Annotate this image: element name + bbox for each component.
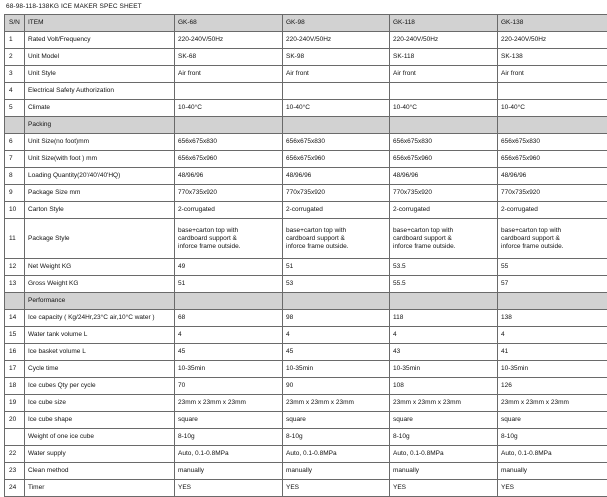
- row-value: 108: [390, 378, 498, 395]
- row-value: [390, 219, 498, 259]
- table-row: [5, 259, 607, 276]
- row-value: YES: [283, 480, 390, 497]
- value-line: base+carton top with: [501, 227, 607, 235]
- row-value: Air front: [175, 66, 283, 83]
- row-value: manually: [283, 463, 390, 480]
- row-sn: 20: [5, 412, 25, 429]
- row-value: manually: [175, 463, 283, 480]
- table-row: [5, 310, 607, 327]
- sheet-title: 68-98-118-138KG ICE MAKER SPEC SHEET: [6, 3, 142, 10]
- row-value: 48/96/96: [175, 168, 283, 185]
- row-value: Air front: [498, 66, 607, 83]
- row-value: [498, 219, 607, 259]
- row-value: Air front: [283, 66, 390, 83]
- row-value: YES: [498, 480, 607, 497]
- row-value: [498, 83, 607, 100]
- row-value: SK-68: [175, 49, 283, 66]
- row-sn: 5: [5, 100, 25, 117]
- value-line: base+carton top with: [286, 227, 389, 235]
- row-value: [390, 83, 498, 100]
- row-item: Clean method: [25, 463, 175, 480]
- table-row: [5, 446, 607, 463]
- row-value: SK-118: [390, 49, 498, 66]
- row-item: Weight of one ice cube: [25, 429, 175, 446]
- header-model: GK-138: [498, 15, 607, 32]
- row-value: 2-corrugated: [175, 202, 283, 219]
- row-item: Gross Weight KG: [25, 276, 175, 293]
- value-line: cardboard support &: [501, 235, 607, 243]
- row-value: 10-35min: [175, 361, 283, 378]
- header-row: [5, 15, 607, 32]
- row-value: 656x675x960: [283, 151, 390, 168]
- row-value: 48/96/96: [283, 168, 390, 185]
- table-row: [5, 151, 607, 168]
- table-row: [5, 395, 607, 412]
- row-item: Performance: [25, 293, 175, 310]
- row-value: SK-138: [498, 49, 607, 66]
- value-line: base+carton top with: [393, 227, 497, 235]
- table-row: [5, 49, 607, 66]
- table-row: [5, 185, 607, 202]
- row-sn: 7: [5, 151, 25, 168]
- section-row: [5, 117, 607, 134]
- table-row: [5, 361, 607, 378]
- table-row: [5, 327, 607, 344]
- row-value: 48/96/96: [498, 168, 607, 185]
- row-sn: 15: [5, 327, 25, 344]
- row-value: Auto, 0.1-0.8MPa: [175, 446, 283, 463]
- row-item: Carton Style: [25, 202, 175, 219]
- table-row: [5, 100, 607, 117]
- row-sn: 23: [5, 463, 25, 480]
- row-sn: 4: [5, 83, 25, 100]
- row-value: 8-10g: [175, 429, 283, 446]
- table-row: [5, 344, 607, 361]
- row-sn: 19: [5, 395, 25, 412]
- row-value: 656x675x830: [283, 134, 390, 151]
- row-value: 68: [175, 310, 283, 327]
- row-value: 70: [175, 378, 283, 395]
- row-sn: 18: [5, 378, 25, 395]
- row-sn: 11: [5, 219, 25, 259]
- row-item: Cycle time: [25, 361, 175, 378]
- row-value: square: [283, 412, 390, 429]
- row-value: 770x735x920: [283, 185, 390, 202]
- row-sn: 8: [5, 168, 25, 185]
- row-item: Unit Size(with foot ) mm: [25, 151, 175, 168]
- row-value: 45: [283, 344, 390, 361]
- row-value: [175, 293, 283, 310]
- row-item: Ice cubes Qty per cycle: [25, 378, 175, 395]
- row-sn: 16: [5, 344, 25, 361]
- row-value: 126: [498, 378, 607, 395]
- row-item: Ice basket volume L: [25, 344, 175, 361]
- row-value: [283, 117, 390, 134]
- row-value: [390, 117, 498, 134]
- row-value: 8-10g: [390, 429, 498, 446]
- value-line: inforce frame outside.: [178, 243, 282, 251]
- row-sn: 24: [5, 480, 25, 497]
- value-line: base+carton top with: [178, 227, 282, 235]
- row-value: square: [175, 412, 283, 429]
- row-item: Water supply: [25, 446, 175, 463]
- spec-table: [4, 14, 607, 497]
- value-line: inforce frame outside.: [286, 243, 389, 251]
- row-sn: 9: [5, 185, 25, 202]
- row-sn: 13: [5, 276, 25, 293]
- row-item: Water tank volume L: [25, 327, 175, 344]
- row-item: Ice capacity ( Kg/24Hr,23°C air,10°C water ): [25, 310, 175, 327]
- row-value: 4: [283, 327, 390, 344]
- row-value: 220-240V/50Hz: [498, 32, 607, 49]
- row-value: 2-corrugated: [283, 202, 390, 219]
- row-value: 23mm x 23mm x 23mm: [175, 395, 283, 412]
- row-value: [390, 293, 498, 310]
- row-item: Net Weight KG: [25, 259, 175, 276]
- row-value: 57: [498, 276, 607, 293]
- row-value: 220-240V/50Hz: [390, 32, 498, 49]
- header-model: GK-98: [283, 15, 390, 32]
- header-model: GK-68: [175, 15, 283, 32]
- value-line: cardboard support &: [286, 235, 389, 243]
- row-value: 10-35min: [283, 361, 390, 378]
- table-row: [5, 202, 607, 219]
- row-value: [498, 117, 607, 134]
- row-value: 118: [390, 310, 498, 327]
- row-value: [283, 83, 390, 100]
- row-value: 2-corrugated: [390, 202, 498, 219]
- row-sn: 22: [5, 446, 25, 463]
- row-value: 10-40°C: [283, 100, 390, 117]
- row-value: 656x675x960: [498, 151, 607, 168]
- row-value: 48/96/96: [390, 168, 498, 185]
- row-value: 53: [283, 276, 390, 293]
- row-value: 51: [175, 276, 283, 293]
- row-value: 53.5: [390, 259, 498, 276]
- table-row: [5, 168, 607, 185]
- row-value: 23mm x 23mm x 23mm: [283, 395, 390, 412]
- row-value: 55: [498, 259, 607, 276]
- row-value: SK-98: [283, 49, 390, 66]
- row-value: 220-240V/50Hz: [175, 32, 283, 49]
- row-value: 656x675x960: [175, 151, 283, 168]
- row-value: 656x675x830: [498, 134, 607, 151]
- row-sn: 14: [5, 310, 25, 327]
- row-value: 51: [283, 259, 390, 276]
- table-row: [5, 463, 607, 480]
- row-item: Package Size mm: [25, 185, 175, 202]
- row-sn: 6: [5, 134, 25, 151]
- row-item: Climate: [25, 100, 175, 117]
- row-value: Auto, 0.1-0.8MPa: [283, 446, 390, 463]
- row-value: 770x735x920: [390, 185, 498, 202]
- row-value: 10-35min: [390, 361, 498, 378]
- row-value: Air front: [390, 66, 498, 83]
- table-row: [5, 276, 607, 293]
- row-sn: 10: [5, 202, 25, 219]
- row-value: 4: [498, 327, 607, 344]
- row-sn: 3: [5, 66, 25, 83]
- row-value: [175, 83, 283, 100]
- header-sn: S/N: [5, 15, 25, 32]
- header-item: ITEM: [25, 15, 175, 32]
- row-value: Auto, 0.1-0.8MPa: [390, 446, 498, 463]
- row-value: 8-10g: [498, 429, 607, 446]
- row-sn: [5, 429, 25, 446]
- header-model: GK-118: [390, 15, 498, 32]
- section-row: [5, 293, 607, 310]
- row-value: YES: [390, 480, 498, 497]
- row-item: Loading Quantity(20'/40'/40'HQ): [25, 168, 175, 185]
- table-row: [5, 429, 607, 446]
- row-value: manually: [498, 463, 607, 480]
- row-value: 138: [498, 310, 607, 327]
- row-value: 10-35min: [498, 361, 607, 378]
- row-value: 770x735x920: [498, 185, 607, 202]
- table-row: [5, 378, 607, 395]
- row-value: square: [390, 412, 498, 429]
- row-item: Package Style: [25, 219, 175, 259]
- row-value: 656x675x830: [390, 134, 498, 151]
- row-value: 41: [498, 344, 607, 361]
- row-sn: [5, 117, 25, 134]
- value-line: cardboard support &: [178, 235, 282, 243]
- row-item: Rated Volt/Frequency: [25, 32, 175, 49]
- row-value: 4: [390, 327, 498, 344]
- row-value: [283, 219, 390, 259]
- row-item: Unit Size(no foot)mm: [25, 134, 175, 151]
- row-value: square: [498, 412, 607, 429]
- row-value: manually: [390, 463, 498, 480]
- row-value: 4: [175, 327, 283, 344]
- row-sn: 17: [5, 361, 25, 378]
- row-value: 10-40°C: [175, 100, 283, 117]
- row-item: Ice cube size: [25, 395, 175, 412]
- row-value: 220-240V/50Hz: [283, 32, 390, 49]
- row-value: 98: [283, 310, 390, 327]
- table-row: [5, 412, 607, 429]
- table-row: [5, 134, 607, 151]
- value-line: cardboard support &: [393, 235, 497, 243]
- row-value: 8-10g: [283, 429, 390, 446]
- row-value: 55.5: [390, 276, 498, 293]
- table-row: [5, 480, 607, 497]
- row-item: Ice cube shape: [25, 412, 175, 429]
- row-value: 43: [390, 344, 498, 361]
- row-sn: 1: [5, 32, 25, 49]
- row-value: [498, 293, 607, 310]
- row-sn: 2: [5, 49, 25, 66]
- row-item: Timer: [25, 480, 175, 497]
- row-value: 45: [175, 344, 283, 361]
- row-sn: [5, 293, 25, 310]
- row-value: [175, 219, 283, 259]
- row-value: YES: [175, 480, 283, 497]
- row-value: 49: [175, 259, 283, 276]
- row-sn: 12: [5, 259, 25, 276]
- row-value: 770x735x920: [175, 185, 283, 202]
- value-line: inforce frame outside.: [501, 243, 607, 251]
- row-item: Unit Model: [25, 49, 175, 66]
- row-value: [283, 293, 390, 310]
- row-value: 90: [283, 378, 390, 395]
- row-value: 10-40°C: [498, 100, 607, 117]
- table-row: [5, 219, 607, 259]
- row-value: 656x675x960: [390, 151, 498, 168]
- row-value: 656x675x830: [175, 134, 283, 151]
- value-line: inforce frame outside.: [393, 243, 497, 251]
- row-value: 23mm x 23mm x 23mm: [390, 395, 498, 412]
- table-row: [5, 32, 607, 49]
- row-value: 2-corrugated: [498, 202, 607, 219]
- table-row: [5, 66, 607, 83]
- table-row: [5, 83, 607, 100]
- row-value: Auto, 0.1-0.8MPa: [498, 446, 607, 463]
- row-value: [175, 117, 283, 134]
- row-item: Electrical Safety Authorization: [25, 83, 175, 100]
- row-value: 10-40°C: [390, 100, 498, 117]
- row-item: Packing: [25, 117, 175, 134]
- row-value: 23mm x 23mm x 23mm: [498, 395, 607, 412]
- row-item: Unit Style: [25, 66, 175, 83]
